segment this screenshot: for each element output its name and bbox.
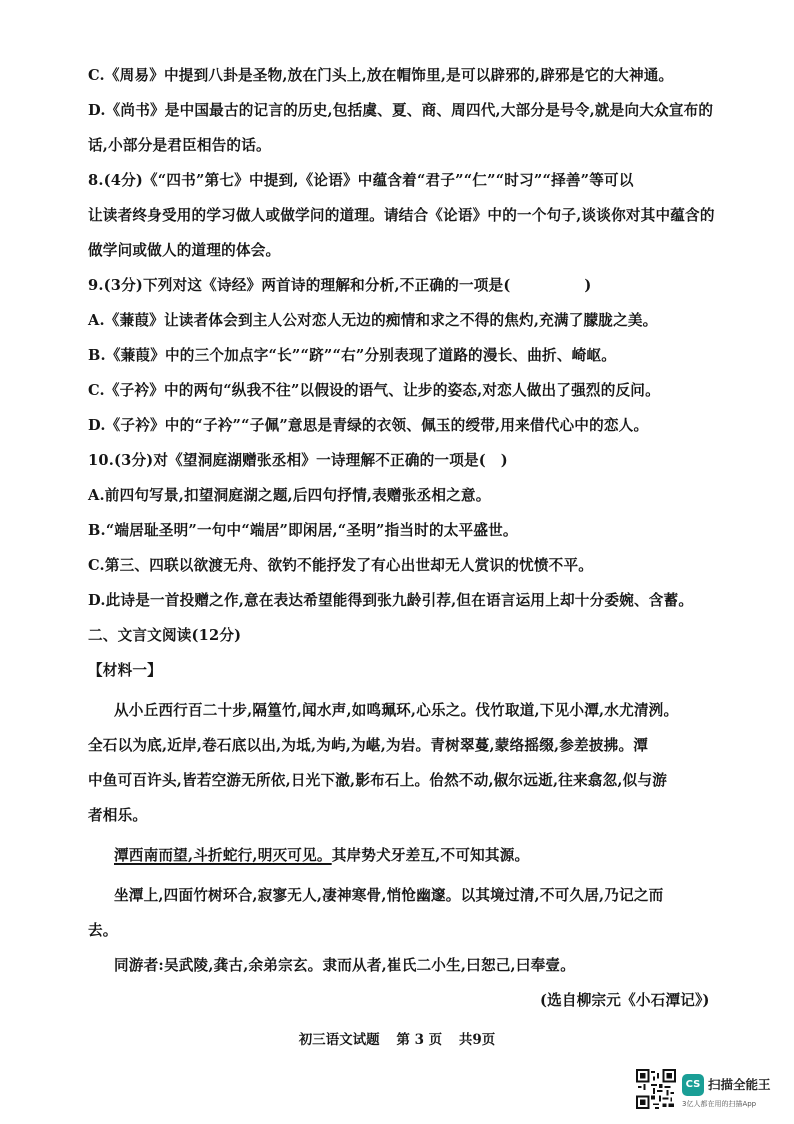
question-8: 8.(4分)《“四书”第七》中提到,《论语》中蕴含着“君子”“仁”“时习”“择善”等可以 bbox=[88, 172, 634, 189]
passage-companions: 同游者:吴武陵,龚古,余弟宗玄。隶而从者,崔氏二小生,曰恕己,曰奉壹。 bbox=[114, 957, 576, 974]
question-8-line2: 让读者终身受用的学习做人或做学问的道理。请结合《论语》中的一个句子,谈谈你对其中蕴含的 bbox=[88, 207, 715, 224]
section-heading: 二、文言文阅读(12分) bbox=[88, 627, 242, 644]
camscanner-logo-icon: CS bbox=[682, 1074, 704, 1096]
underlined-sentence: 潭西南而望,斗折蛇行,明灭可见。 bbox=[114, 847, 332, 864]
question-10-option-a: A.前四句写景,扣望洞庭湖之题,后四句抒情,表赠张丞相之意。 bbox=[88, 487, 491, 504]
passage-line-1: 从小丘西行百二十步,隔篁竹,闻水声,如鸣珮环,心乐之。伐竹取道,下见小潭,水尤清洌。 bbox=[114, 702, 679, 719]
question-d-shangshu: D.《尚书》是中国最古的记言的历史,包括虞、夏、商、周四代,大部分是号令,就是向大众宣布的 bbox=[88, 102, 714, 119]
question-10: 10.(3分)对《望洞庭湖赠张丞相》一诗理解不正确的一项是( ) bbox=[88, 452, 508, 469]
material-label: 【材料一】 bbox=[88, 662, 162, 679]
page-footer bbox=[0, 1028, 794, 1048]
footer-total: 共9页 bbox=[458, 1032, 496, 1048]
question-9-option-b: B.《蒹葭》中的三个加点字“长”“跻”“右”分别表现了道路的漫长、曲折、崎岖。 bbox=[88, 347, 616, 364]
passage-source: (选自柳宗元《小石潭记》) bbox=[540, 992, 710, 1009]
passage-line-4: 者相乐。 bbox=[88, 807, 148, 824]
question-9-option-a: A.《蒹葭》让读者体会到主人公对恋人无边的痴情和求之不得的焦灼,充满了朦胧之美。 bbox=[88, 312, 658, 329]
passage-paragraph-2-rest: 其岸势犬牙差互,不可知其源。 bbox=[331, 847, 530, 864]
question-9-option-d: D.《子衿》中的“子衿”“子佩”意思是青绿的衣领、佩玉的绶带,用来借代心中的恋人。 bbox=[88, 417, 649, 434]
camscanner-subtitle: 3亿人都在用的扫描App bbox=[682, 1100, 757, 1108]
question-9-option-c: C.《子衿》中的两句“纵我不往”以假设的语气、让步的姿态,对恋人做出了强烈的反问。 bbox=[88, 382, 660, 399]
camscanner-title: 扫描全能王 bbox=[708, 1077, 771, 1092]
qr-code-icon bbox=[636, 1069, 676, 1109]
question-10-option-c: C.第三、四联以欲渡无舟、欲钓不能抒发了有心出世却无人赏识的忧愤不平。 bbox=[88, 557, 594, 574]
question-10-option-d: D.此诗是一首投赠之作,意在表达希望能得到张九龄引荐,但在语言运用上却十分委婉、含蓄。 bbox=[88, 592, 694, 609]
question-10-option-b: B.“端居耻圣明”一句中“端居”即闲居,“圣明”指当时的太平盛世。 bbox=[88, 522, 518, 539]
passage-line-2: 全石以为底,近岸,卷石底以出,为坻,为屿,为嵁,为岩。青树翠蔓,蒙络摇缀,参差披拂。潭 bbox=[88, 737, 649, 754]
footer-page: 第 3 页 bbox=[396, 1032, 443, 1048]
question-9: 9.(3分)下列对这《诗经》两首诗的理解和分析,不正确的一项是( ) bbox=[88, 277, 592, 294]
question-d-shangshu-cont: 话,小部分是君臣相告的话。 bbox=[88, 137, 271, 154]
footer-subject: 初三语文试题 bbox=[298, 1032, 380, 1048]
passage-paragraph-3: 坐潭上,四面竹树环合,寂寥无人,凄神寒骨,悄怆幽邃。以其境过清,不可久居,乃记之而 bbox=[114, 887, 664, 904]
question-c-zhouyi: C.《周易》中提到八卦是圣物,放在门头上,放在帽饰里,是可以辟邪的,辟邪是它的大神通。 bbox=[88, 67, 674, 84]
passage-paragraph-2 bbox=[114, 846, 529, 866]
passage-paragraph-3-cont: 去。 bbox=[88, 922, 118, 939]
question-8-line3: 做学问或做人的道理的体会。 bbox=[88, 242, 281, 259]
passage-line-3: 中鱼可百许头,皆若空游无所依,日光下澈,影布石上。佁然不动,俶尔远逝,往来翕忽,似与游 bbox=[88, 772, 668, 789]
